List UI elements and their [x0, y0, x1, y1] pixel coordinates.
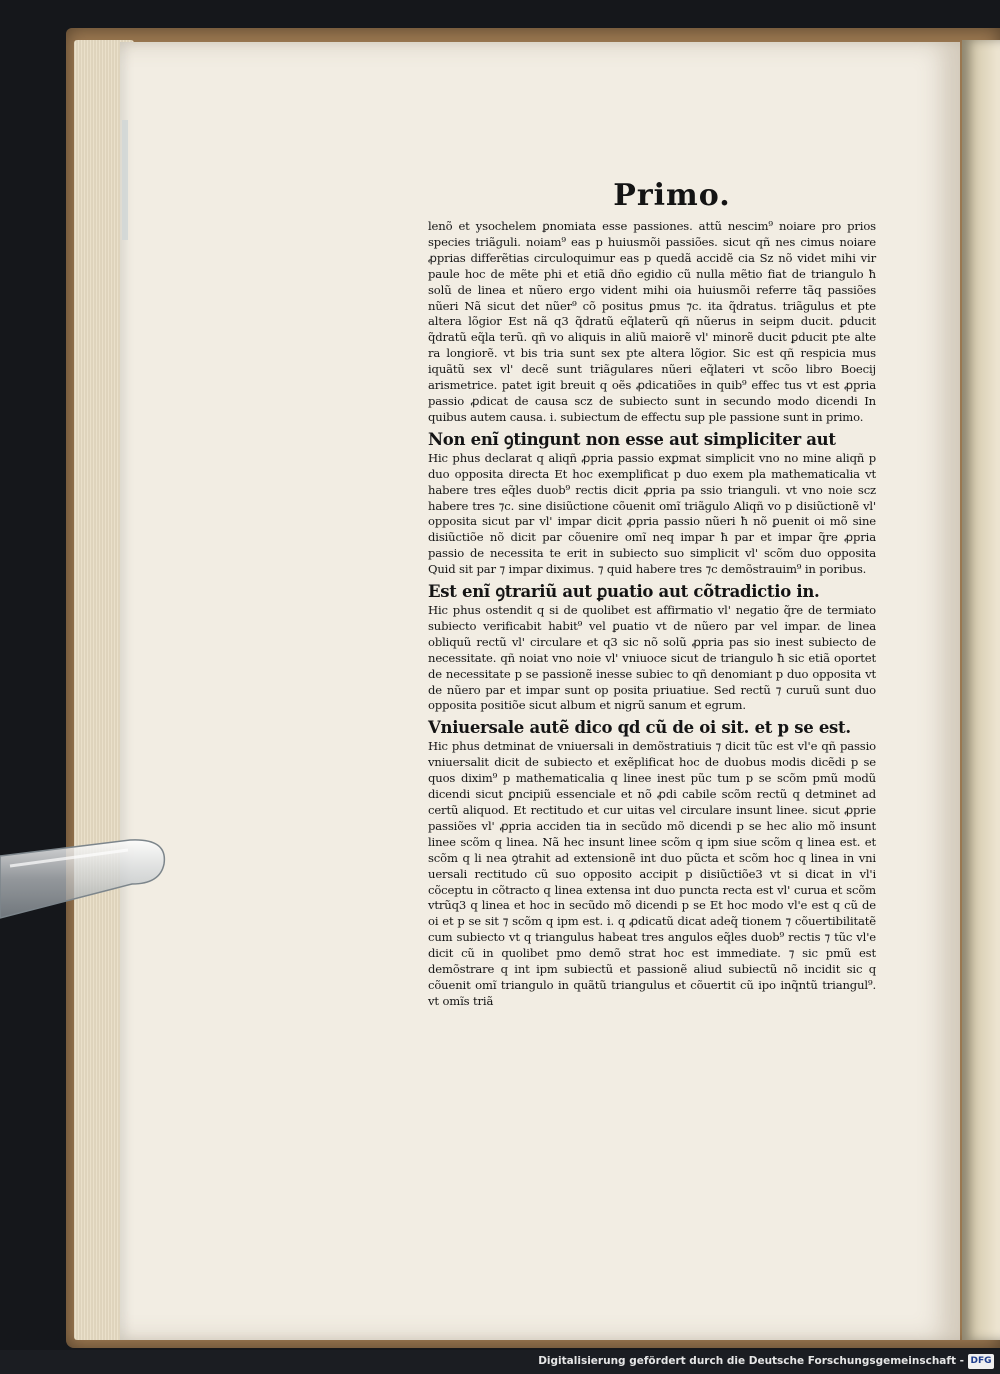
lemma-heading: Vniuersale autẽ dico qd cũ de oi sit. et p se est. [428, 718, 851, 738]
running-head: Primo. [613, 178, 731, 213]
footer-credit: Digitalisierung gefördert durch die Deutsche Forschungsgemeinschaft - [538, 1355, 964, 1367]
commentary-paragraph: Hic phus ostendit q si de quolibet est affirmatio vl' negatio q̃re de termiato subiecto verificabit habit⁹ vel ꝑuatio vt de nũero par vel impar. de linea obliquũ rectũ vl' circulare et q3 sic nõ solũ ꝓpria pas sio inest subiecto de necessitate. qñ noiat vno noie vl' vniuoce sicut de triangulo ħ sic etiã oportet de necessitate p se passionẽ inesse subiec to qñ denomiant p duo opposita vt de nũero par et impar sunt op posita priuatiue. Sed rectũ ⁊ curuũ sunt duo opposita positiõe sicut album et nigrũ sanum et egrum. [428, 603, 876, 713]
lemma-heading: Non enĩ ꝯtingunt non esse aut simpliciter aut [428, 429, 836, 449]
commentary-paragraph: lenõ et ysochelem ꝑnomiata esse passiones. attũ nescim⁹ noiare pro prios species triãguli. noiam⁹ eas p huiusmõi passiões. sicut qñ nes cimus noiare ꝓprias differẽtias circuloquimur eas p quedã accidẽ cia Sz nõ videt mihi vir paule hoc de mẽte phi et etiã dño egidio cũ nulla mẽtio fiat de triangulo ħ solũ de linea et nũero ergo vident mihi oia huiusmõi referre tãq passiões nũeri Nã sicut det nũer⁹ cõ positus ꝑmus ⁊c. ita q̃dratus. triãgulus et pte altera lõgior Est nã q3 q̃dratũ eq̃laterũ qñ nũerus in seipm ducit. ꝑducit q̃dratũ eq̃la terũ. qñ vo aliquis in aliũ maiorẽ vl' minorẽ ducit ꝑducit pte alte ra longiorẽ. vt bis tria sunt sex pte altera lõgior. Sic est qñ respicia mus iquãtũ sex vl' decẽ sunt triãgulares nũeri eq̃lateri vt scõo libro Boecij arismetrice. patet igit breuit q oẽs ꝓdicatiões in quib⁹ effec tus vt est ꝓpria passio ꝓdicat de causa scz de subiecto sunt in secundo modo dicendi In quibus autem causa. i. subiectum de effectu sup ple passione sunt in primo. [428, 219, 876, 424]
lemma-heading: Est enĩ ꝯtrariũ aut ꝑuatio aut cõtradictio in. [428, 582, 820, 602]
footer-bar [0, 1350, 1000, 1374]
facing-page [962, 40, 1000, 1340]
page-ribbon [122, 120, 128, 240]
commentary-paragraph: Hic phus detminat de vniuersali in demõstratiuis ⁊ dicit tũc est vl'e qñ passio vniuersalit dicit de subiecto et exẽplificat hoc de duobus modis dicẽdi p se quos dixim⁹ p mathematicalia q linee inest pũc tum p se scõm pmũ modũ dicendi sicut ꝑncipiũ essenciale et nõ ꝓdi cabile scõm rectũ q detminet ad certũ aliquod. Et rectitudo et cur uitas vel circulare insunt linee. sicut ꝓprie passiões vl' ꝓpria acciden tia in secũdo mõ dicendi p se hec alio mõ insunt linee scõm q linea. Nã hec insunt linee scõm q ipm siue scõm q linea est. et scõm q li nea ꝯtrahit ad extensionẽ int duo pũcta et scõm hoc q linea in vni uersali rectitudo cũ suo opposito accipit p disiũctiõe3 vt si dicat in vl'i cõceptu in cõtracto q linea extensa int duo puncta recta est vl' curua et scõm vtrũq3 q linea et hoc in secũdo mõ dicendi p se Et hoc modo vl'e est q cũ de oi et p se sit ⁊ scõm q ipm est. i. q ꝓdicatũ dicat adeq̃ tionem ⁊ cõuertibilitatẽ cum subiecto vt q triangulus habeat tres angulos eq̃les duob⁹ rectis ⁊ tũc vl'e dicit cũ in quolibet pmo demõ strat hoc est immediate. ⁊ sic pmũ est demõstrare q int ipm subiectũ et passionẽ aliud subiectũ nõ incidit sic q cõuenit omĩ triangulo in quãtũ triangulus et cõuertit cũ ipo inq̃ntũ triangul⁹. vt omĩs triã [428, 739, 876, 1008]
text-block [428, 178, 876, 1010]
glass-rod-icon [0, 826, 170, 922]
commentary-paragraph: Hic phus declarat q aliqñ ꝓpria passio exꝑmat simplicit vno no mine aliqñ p duo opposita directa Et hoc exemplificat p duo exem pla mathematicalia vt habere tres eq̃les duob⁹ rectis dicit ꝓpria pa ssio trianguli. vt vno noie scz habere tres ⁊c. sine disiũctione cõuenit omĩ triãgulo Aliqñ vo p disiũctionẽ vl' opposita sicut par vl' impar dicit ꝓpria passio nũeri ħ nõ ꝑuenit oi mõ sine disiũctiõe nõ dicit par cõuenire omĩ neq impar ħ par et impar q̃re ꝓpria passio de necessita te erit in subiecto suo simplicit vl' scõm duo opposita Quid sit par ⁊ impar diximus. ⁊ quid habere tres ⁊c demõstrauim⁹ in poribus. [428, 450, 876, 577]
dfg-logo-icon: DFG [968, 1354, 994, 1369]
